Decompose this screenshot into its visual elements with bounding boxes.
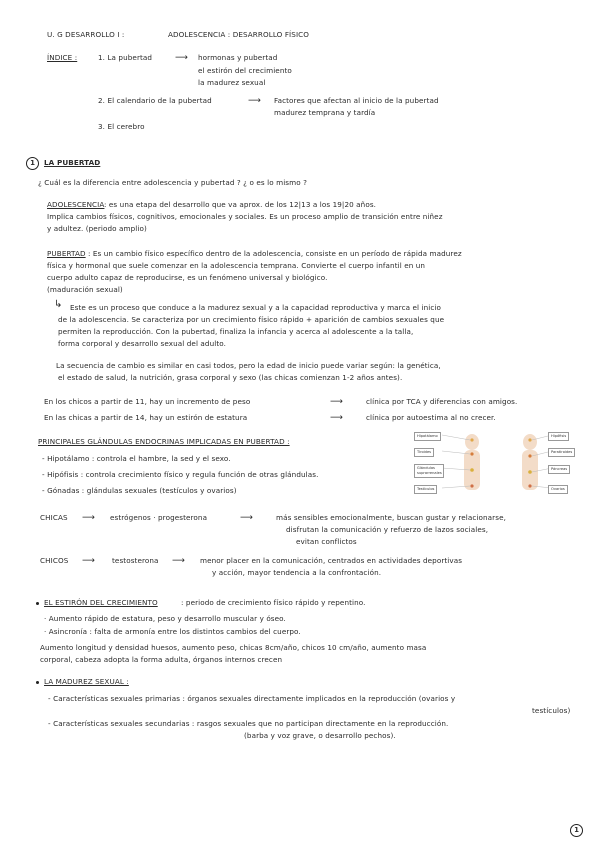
chicas-label: CHICAS bbox=[40, 513, 68, 522]
process-line-1: Este es un proceso que conduce a la madurez sexual y a la capacidad reproductiva y marca el inicio bbox=[70, 303, 442, 312]
section-number-badge: 1 bbox=[26, 157, 39, 170]
pubertad-def-2: física y hormonal que suele comenzar en la adolescencia temprana. Convierte el cuerpo infantil en un bbox=[47, 261, 426, 270]
diagram-label: Testículos bbox=[414, 485, 437, 494]
process-line-2: de la adolescencia. Se caracteriza por un crecimiento físico rápido + aparición de cambios sexuales que bbox=[58, 315, 445, 324]
index-item-2-sub1: Factores que afectan al inicio de la pubertad bbox=[274, 96, 439, 105]
topic-title: ADOLESCENCIA : DESARROLLO FÍSICO bbox=[168, 30, 310, 39]
arrow-icon: ⟶ bbox=[330, 397, 343, 407]
growth-details-2: corporal, cabeza adopta la forma adulta, órganos internos crecen bbox=[40, 655, 283, 664]
index-item-1-sub1: hormonas y pubertad bbox=[198, 53, 278, 62]
adolescencia-def-3: y adultez. (periodo amplio) bbox=[47, 224, 147, 233]
diagram-label: Hipófisis bbox=[548, 432, 569, 441]
arrow-icon: ⟶ bbox=[82, 513, 95, 523]
primary-characteristics: - Características sexuales primarias : órganos sexuales directamente implicados en la reproducción (ovarios y bbox=[48, 694, 456, 703]
growth-details-1: Aumento longitud y densidad huesos, aumento peso, chicas 8cm/año, chicos 10 cm/año, aumento masa bbox=[40, 643, 427, 652]
index-item-2: 2. El calendario de la pubertad bbox=[98, 96, 212, 105]
index-label: ÍNDICE : bbox=[47, 53, 78, 62]
chicos-traits-2: y acción, mayor tendencia a la confrontación. bbox=[212, 568, 382, 577]
gland-hipofisis: - Hipófisis : controla crecimiento físico y regula función de otras glándulas. bbox=[42, 470, 319, 479]
question-text: ¿ Cuál es la diferencia entre adolescencia y pubertad ? ¿ o es lo mismo ? bbox=[38, 178, 308, 187]
boys-weight-text: En los chicos a partir de 11, hay un incremento de peso bbox=[44, 397, 251, 406]
diagram-label: Tiroides bbox=[414, 448, 434, 457]
adolescencia-def-2: Implica cambios físicos, cognitivos, emocionales y sociales. Es un proceso amplio de transición entre niñez bbox=[47, 212, 443, 221]
diagram-label: Páncreas bbox=[548, 465, 570, 474]
arrow-icon: ⟶ bbox=[240, 513, 253, 523]
chicas-hormones: estrógenos · progesterona bbox=[110, 513, 208, 522]
pubertad-def-4: (maduración sexual) bbox=[47, 285, 123, 294]
secondary-characteristics: - Características sexuales secundarias : rasgos sexuales que no participan directamente en la reproducción. bbox=[48, 719, 449, 728]
arrow-icon: ⟶ bbox=[175, 53, 188, 63]
arrow-icon: ⟶ bbox=[330, 413, 343, 423]
diagram-label: Paratiroides bbox=[548, 448, 575, 457]
diagram-label: Glándulas suprarrenales bbox=[414, 464, 444, 478]
diagram-label: Hipotálamo bbox=[414, 432, 441, 441]
page-number: 1 bbox=[570, 824, 583, 837]
adolescencia-term: ADOLESCENCIA bbox=[47, 200, 105, 209]
diagram-label: Ovarios bbox=[548, 485, 568, 494]
sequence-line-1: La secuencia de cambio es similar en casi todos, pero la edad de inicio puede variar según: la genética, bbox=[56, 361, 441, 370]
bullet-dot bbox=[36, 602, 39, 605]
growth-item-1: · Aumento rápido de estatura, peso y desarrollo muscular y óseo. bbox=[44, 614, 286, 623]
pubertad-term: PUBERTAD bbox=[47, 249, 86, 258]
bleed-through-text bbox=[360, 40, 362, 48]
process-line-3: permiten la reproducción. Con la pubertad, finaliza la infancia y acerca al adolescente a la talla, bbox=[58, 327, 414, 336]
adolescencia-def-1: : es una etapa del desarrollo que va aprox. de los 12|13 a los 19|20 años. bbox=[104, 200, 377, 209]
boys-weight-consequence: clínica por TCA y diferencias con amigos. bbox=[366, 397, 518, 406]
section-title: LA PUBERTAD bbox=[44, 158, 101, 167]
growth-item-2: · Asincronía : falta de armonía entre los distintos cambios del cuerpo. bbox=[44, 627, 301, 636]
arrow-icon: ⟶ bbox=[82, 556, 95, 566]
gland-hipotalamo: - Hipotálamo : controla el hambre, la sed y el sexo. bbox=[42, 454, 231, 463]
course-title: U. G DESARROLLO I : bbox=[47, 30, 125, 39]
bullet-dot bbox=[36, 681, 39, 684]
index-item-3: 3. El cerebro bbox=[98, 122, 145, 131]
gland-gonadas: - Gónadas : glándulas sexuales (testículos y ovarios) bbox=[42, 486, 237, 495]
pubertad-def-3: cuerpo adulto capaz de reproducirse, es un fenómeno universal y biológico. bbox=[47, 273, 328, 282]
process-line-4: forma corporal y desarrollo sexual del adulto. bbox=[58, 339, 227, 348]
endocrine-diagram bbox=[412, 428, 577, 508]
chicas-traits-1: más sensibles emocionalmente, buscan gustar y relacionarse, bbox=[276, 513, 506, 522]
growth-definition: : periodo de crecimiento físico rápido y repentino. bbox=[181, 598, 366, 607]
maturity-title: LA MADUREZ SEXUAL : bbox=[44, 677, 129, 686]
arrow-icon: ⟶ bbox=[248, 96, 261, 106]
growth-title: EL ESTIRÓN DEL CRECIMIENTO bbox=[44, 598, 158, 607]
index-item-1-sub3: la madurez sexual bbox=[198, 78, 266, 87]
girls-height-consequence: clínica por autoestima al no crecer. bbox=[366, 413, 496, 422]
glands-title: PRINCIPALES GLÁNDULAS ENDOCRINAS IMPLICADAS EN PUBERTAD : bbox=[38, 437, 290, 446]
chicos-hormones: testosterona bbox=[112, 556, 159, 565]
hook-arrow-icon: ↳ bbox=[54, 299, 63, 310]
sequence-line-2: el estado de salud, la nutrición, grasa corporal y sexo (las chicas comienzan 1-2 años antes). bbox=[58, 373, 403, 382]
primary-characteristics-cont: testículos) bbox=[532, 706, 571, 715]
arrow-icon: ⟶ bbox=[172, 556, 185, 566]
chicas-traits-2: disfrutan la comunicación y refuerzo de lazos sociales, bbox=[286, 525, 489, 534]
index-item-1: 1. La pubertad bbox=[98, 53, 153, 62]
pubertad-def-1: : Es un cambio físico específico dentro de la adolescencia, consiste en un período de rápida madurez bbox=[88, 249, 462, 258]
secondary-characteristics-examples: (barba y voz grave, o desarrollo pechos). bbox=[244, 731, 396, 740]
girls-height-text: En las chicas a partir de 14, hay un estirón de estatura bbox=[44, 413, 248, 422]
chicos-label: CHICOS bbox=[40, 556, 69, 565]
index-item-2-sub2: madurez temprana y tardía bbox=[274, 108, 376, 117]
chicas-traits-3: evitan conflictos bbox=[296, 537, 357, 546]
chicos-traits-1: menor placer en la comunicación, centrados en actividades deportivas bbox=[200, 556, 463, 565]
index-item-1-sub2: el estirón del crecimiento bbox=[198, 66, 292, 75]
